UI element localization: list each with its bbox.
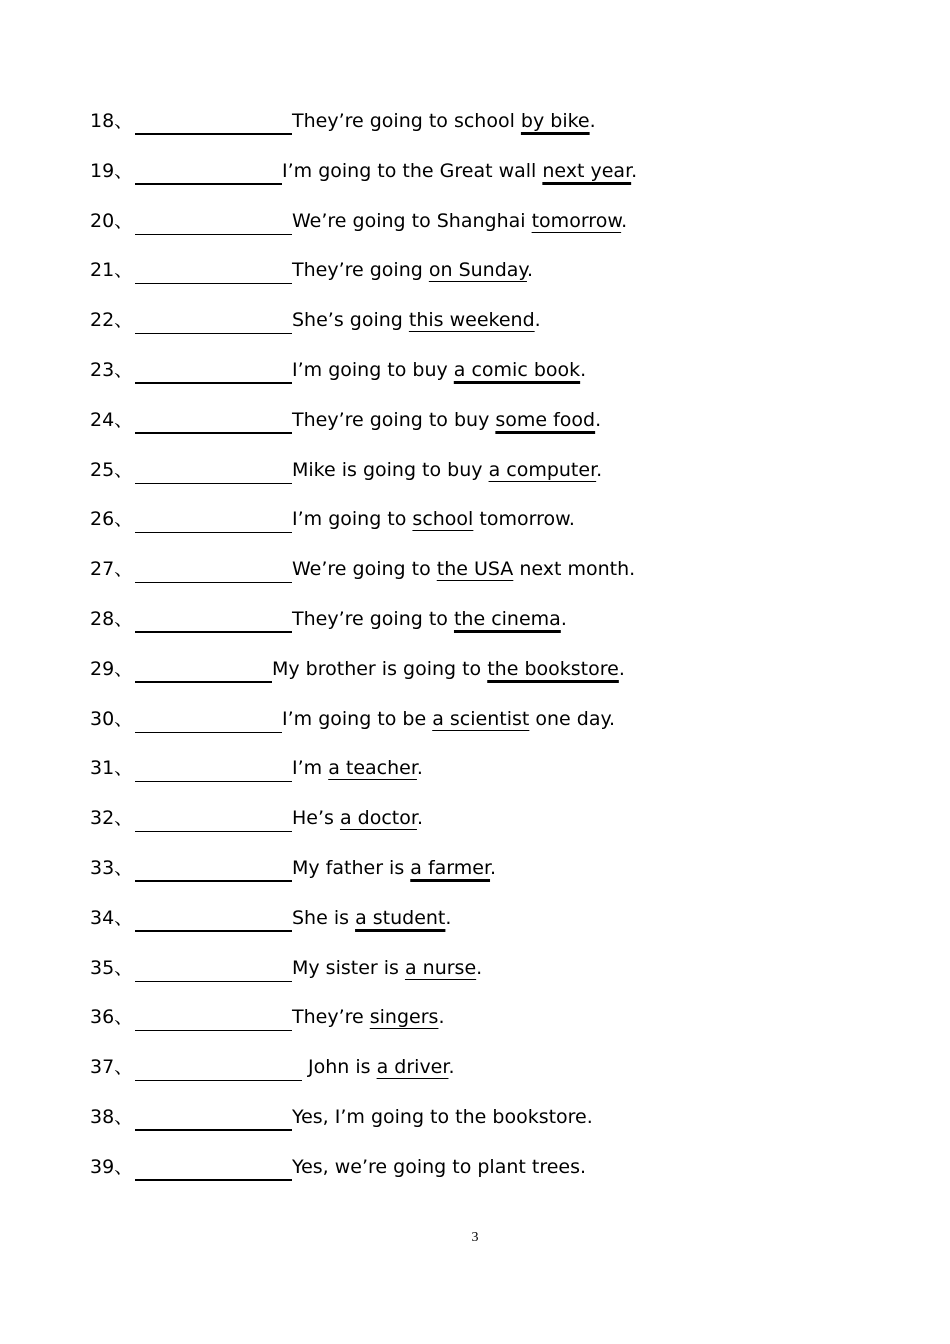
- sentence-end: .: [416, 757, 423, 780]
- item-sentence: [292, 904, 451, 932]
- sentence-end: .: [490, 856, 497, 879]
- item-number: 37、: [90, 1056, 134, 1079]
- answer-blank[interactable]: [135, 107, 292, 135]
- underlined-phrase: a teacher: [328, 757, 417, 780]
- sentence-text: We’re going to Shanghai: [292, 209, 532, 232]
- sentence-end: .: [595, 408, 602, 431]
- answer-blank[interactable]: [135, 954, 292, 982]
- underlined-phrase: this weekend: [408, 309, 535, 332]
- exercise-item: [90, 505, 910, 555]
- sentence-text: I’m going to be: [282, 707, 433, 730]
- sentence-text: They’re going to buy: [292, 408, 496, 431]
- item-sentence: [292, 256, 533, 284]
- item-number: 29、: [90, 657, 134, 680]
- sentence-end: .: [534, 309, 541, 332]
- item-number: 24、: [90, 408, 134, 431]
- sentence-text: I’m going to buy: [292, 358, 454, 381]
- item-sentence: [292, 804, 423, 832]
- item-sentence: [292, 107, 596, 135]
- exercise-item: [90, 854, 910, 904]
- item-number: 35、: [90, 956, 134, 979]
- item-sentence: [292, 1103, 593, 1131]
- exercise-item: [90, 157, 910, 207]
- underlined-phrase: a nurse: [404, 956, 477, 979]
- exercise-item: [90, 107, 910, 157]
- answer-blank[interactable]: [135, 1003, 292, 1031]
- underlined-phrase: on Sunday: [428, 259, 527, 282]
- item-number: 23、: [90, 358, 134, 381]
- item-sentence: [282, 157, 637, 185]
- item-number: 20、: [90, 209, 134, 232]
- item-number: 36、: [90, 1006, 134, 1029]
- sentence-text: He’s: [292, 807, 340, 830]
- answer-blank[interactable]: [135, 157, 282, 185]
- sentence-end: .: [589, 110, 596, 132]
- sentence-text: I’m: [292, 757, 329, 780]
- answer-blank[interactable]: [135, 705, 282, 733]
- sentence-text: They’re going: [292, 259, 429, 282]
- item-number: 31、: [90, 757, 134, 780]
- underlined-phrase: singers: [369, 1006, 439, 1029]
- exercise-item: [90, 655, 910, 705]
- sentence-end: .: [560, 607, 567, 630]
- answer-blank[interactable]: [135, 406, 292, 434]
- underlined-phrase: a student: [355, 906, 446, 929]
- item-sentence: [282, 705, 615, 733]
- sentence-end: .: [448, 1056, 455, 1079]
- sentence-end: .: [476, 956, 483, 979]
- item-sentence: [292, 306, 541, 334]
- answer-blank[interactable]: [135, 356, 292, 384]
- sentence-text: We’re going to: [292, 558, 437, 581]
- exercise-item: [90, 1053, 910, 1103]
- answer-blank[interactable]: [135, 904, 292, 932]
- page-number: 3: [471, 1230, 479, 1245]
- sentence-text: She’s going: [292, 309, 409, 332]
- sentence-end: one day.: [529, 707, 616, 730]
- sentence-end: .: [631, 159, 638, 182]
- item-sentence: [272, 655, 625, 683]
- sentence-end: .: [526, 259, 533, 282]
- sentence-end: .: [618, 657, 625, 680]
- answer-blank[interactable]: [135, 605, 292, 633]
- exercise-item: [90, 705, 910, 755]
- answer-blank[interactable]: [135, 256, 292, 284]
- answer-blank[interactable]: [135, 1153, 292, 1181]
- exercise-item: [90, 754, 910, 804]
- answer-blank[interactable]: [135, 1053, 302, 1081]
- exercise-item: [90, 605, 910, 655]
- item-sentence: [292, 754, 423, 782]
- exercise-item: [90, 1153, 910, 1203]
- exercise-item: [90, 1003, 910, 1053]
- underlined-phrase: by bike: [520, 110, 590, 132]
- underlined-phrase: a driver: [376, 1056, 449, 1079]
- item-number: 32、: [90, 807, 134, 830]
- underlined-phrase: a scientist: [432, 707, 530, 730]
- sentence-end: next month.: [513, 558, 636, 581]
- underlined-phrase: a comic book: [453, 358, 581, 381]
- item-sentence: [292, 954, 482, 982]
- item-sentence: [302, 1053, 455, 1081]
- answer-blank[interactable]: [135, 1103, 292, 1131]
- item-number: 39、: [90, 1155, 134, 1178]
- item-sentence: [292, 207, 627, 235]
- item-number: 25、: [90, 458, 134, 481]
- answer-blank[interactable]: [135, 207, 292, 235]
- answer-blank[interactable]: [135, 754, 292, 782]
- sentence-end: .: [416, 807, 423, 830]
- item-number: 22、: [90, 309, 134, 332]
- item-sentence: [292, 605, 567, 633]
- item-number: 27、: [90, 558, 134, 581]
- exercise-item: [90, 256, 910, 306]
- sentence-text: My father is: [292, 856, 411, 879]
- sentence-text: I’m going to: [292, 508, 413, 531]
- item-number: 26、: [90, 508, 134, 531]
- exercise-item: [90, 356, 910, 406]
- underlined-phrase: the USA: [436, 558, 514, 581]
- item-number: 21、: [90, 259, 134, 282]
- sentence-end: .: [621, 209, 628, 232]
- sentence-text: My sister is: [292, 956, 405, 979]
- item-sentence: [292, 555, 635, 583]
- underlined-phrase: a computer: [488, 458, 597, 481]
- item-number: 30、: [90, 707, 134, 730]
- item-number: 33、: [90, 856, 134, 879]
- sentence-text: I’m going to the Great wall: [282, 159, 543, 182]
- underlined-phrase: some food: [495, 408, 596, 431]
- sentence-text: They’re going to school: [292, 110, 521, 132]
- answer-blank[interactable]: [135, 555, 292, 583]
- answer-blank[interactable]: [135, 505, 292, 533]
- sentence-text: They’re going to: [292, 607, 454, 630]
- item-number: 28、: [90, 607, 134, 630]
- underlined-phrase: the bookstore: [487, 657, 619, 680]
- item-number: 38、: [90, 1105, 134, 1128]
- answer-blank[interactable]: [135, 306, 292, 334]
- item-sentence: [292, 456, 602, 484]
- underlined-phrase: tomorrow: [531, 209, 622, 232]
- exercise-item: [90, 555, 910, 605]
- underlined-phrase: a doctor: [339, 807, 417, 830]
- item-sentence: [292, 1003, 444, 1031]
- underlined-phrase: school: [412, 508, 474, 531]
- exercise-item: [90, 804, 910, 854]
- item-sentence: [292, 505, 575, 533]
- sentence-text: Mike is going to buy: [292, 458, 489, 481]
- item-number: 34、: [90, 906, 134, 929]
- answer-blank[interactable]: [135, 854, 292, 882]
- answer-blank[interactable]: [135, 456, 292, 484]
- underlined-phrase: a farmer: [410, 856, 491, 879]
- sentence-text: My brother is going to: [272, 657, 488, 680]
- exercise-list: [90, 107, 910, 1203]
- sentence-end: .: [445, 906, 452, 929]
- sentence-text: They’re: [292, 1006, 370, 1029]
- sentence-text: Yes, we’re going to plant trees.: [292, 1155, 587, 1178]
- underlined-phrase: the cinema: [453, 607, 561, 630]
- answer-blank[interactable]: [135, 655, 272, 683]
- item-sentence: [292, 356, 586, 384]
- exercise-item: [90, 406, 910, 456]
- exercise-item: [90, 207, 910, 257]
- item-number: 18、: [90, 110, 134, 132]
- exercise-item: [90, 1103, 910, 1153]
- exercise-item: [90, 954, 910, 1004]
- sentence-end: .: [580, 358, 587, 381]
- sentence-end: tomorrow.: [473, 508, 575, 531]
- item-number: 19、: [90, 159, 134, 182]
- answer-blank[interactable]: [135, 804, 292, 832]
- item-sentence: [292, 406, 601, 434]
- sentence-text: Yes, I’m going to the bookstore.: [292, 1105, 593, 1128]
- item-sentence: [292, 1153, 586, 1181]
- sentence-end: .: [596, 458, 603, 481]
- exercise-item: [90, 306, 910, 356]
- item-sentence: [292, 854, 496, 882]
- underlined-phrase: next year: [542, 159, 632, 182]
- sentence-end: .: [438, 1006, 445, 1029]
- sentence-text: John is: [302, 1056, 377, 1079]
- sentence-text: She is: [292, 906, 356, 929]
- exercise-item: [90, 456, 910, 506]
- exercise-item: [90, 904, 910, 954]
